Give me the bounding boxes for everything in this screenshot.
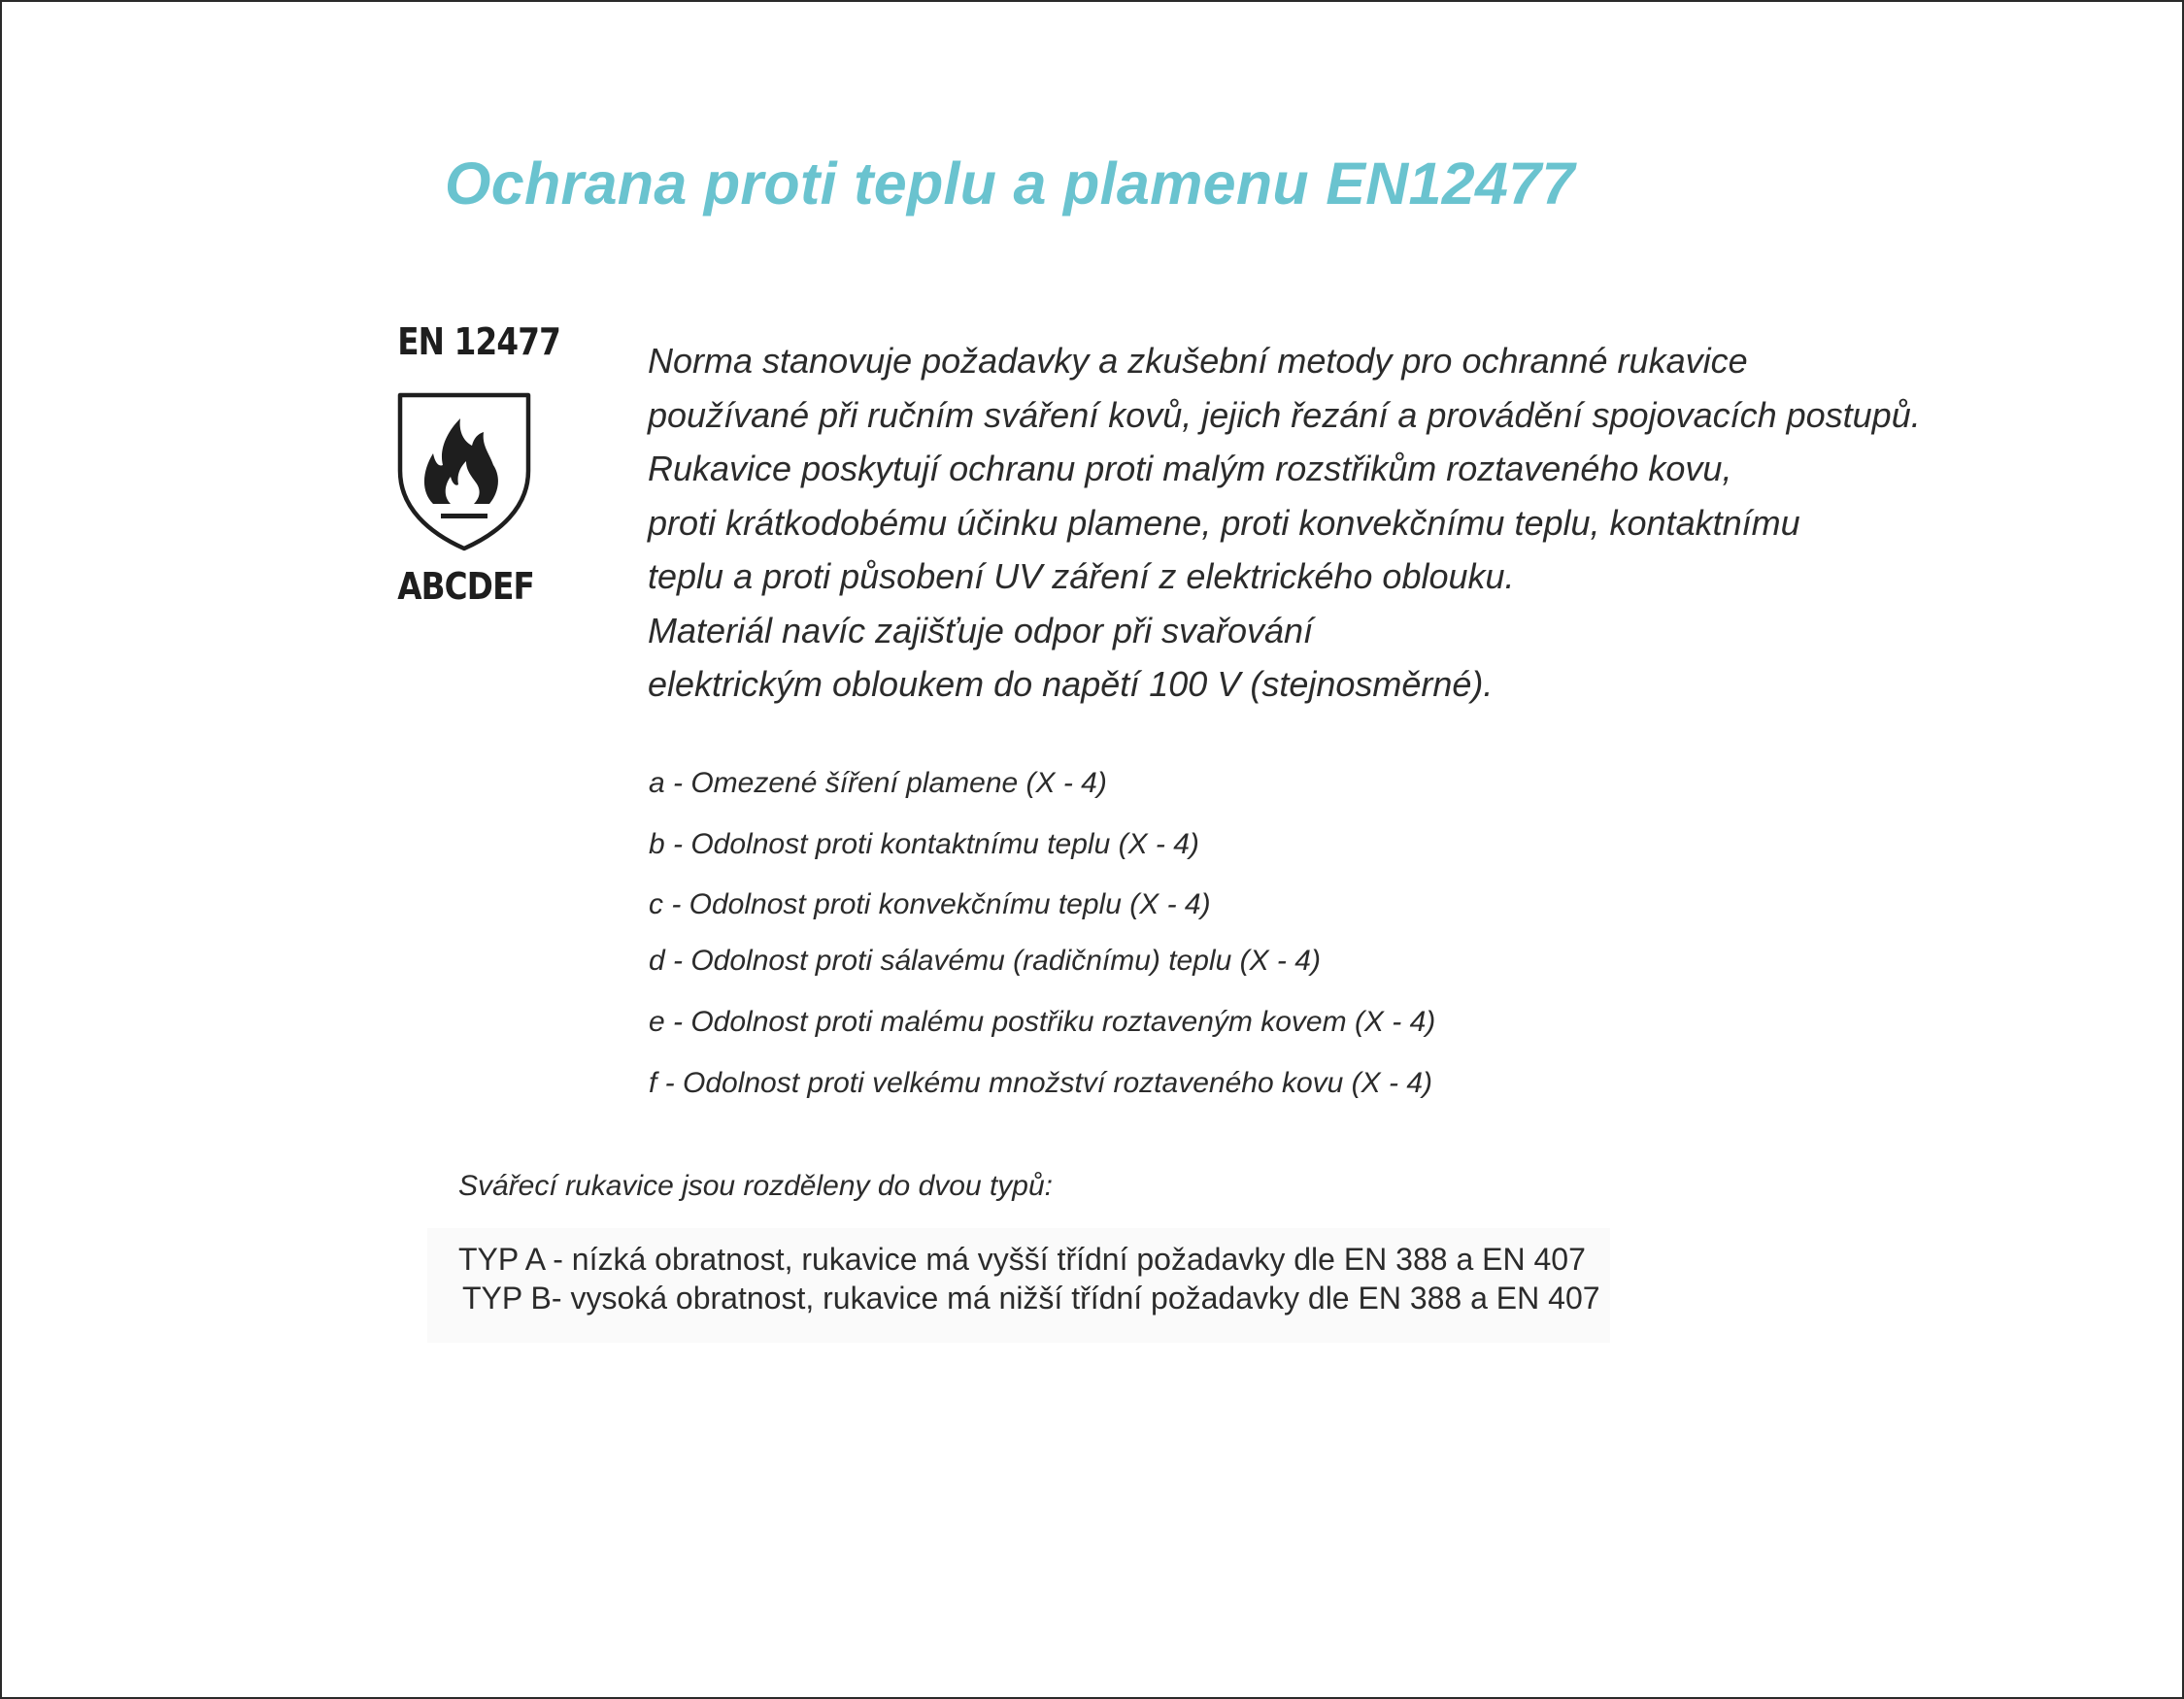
description-line: elektrickým obloukem do napětí 100 V (stejnosměrné).: [648, 664, 1494, 704]
page-title: Ochrana proti teplu a plamenu EN12477: [445, 150, 1575, 217]
description-line: používané při ručním sváření kovů, jejich řezání a provádění spojovacích postupů.: [648, 394, 1921, 435]
badge-levels-label: ABCDEF: [397, 565, 535, 608]
description-line: proti krátkodobému účinku plamene, proti konvekčnímu teplu, kontaktnímu: [648, 502, 1800, 543]
criterion-a: a - Omezené šíření plamene (X - 4): [649, 767, 1107, 799]
criterion-f: f - Odolnost proti velkému množství roztaveného kovu (X - 4): [649, 1067, 1432, 1099]
description-line: Rukavice poskytují ochranu proti malým rozstřikům roztaveného kovu,: [648, 449, 1732, 488]
badge-standard-label: EN 12477: [397, 320, 561, 363]
description-line: Materiál navíc zajišťuje odpor při svařování: [648, 610, 1314, 650]
glove-types-intro: Svářecí rukavice jsou rozděleny do dvou typů:: [458, 1170, 1053, 1202]
standard-description: [648, 334, 1921, 712]
flame-shield-icon: [394, 389, 534, 552]
description-line: teplu a proti působení UV záření z elektrického oblouku.: [648, 556, 1515, 596]
glove-types-box: [427, 1228, 1610, 1343]
criterion-c: c - Odolnost proti konvekčnímu teplu (X - 4): [649, 888, 1211, 920]
type-b-line: TYP B- vysoká obratnost, rukavice má nižší třídní požadavky dle EN 388 a EN 407: [462, 1281, 1600, 1316]
description-line: Norma stanovuje požadavky a zkušební metody pro ochranné rukavice: [648, 341, 1748, 381]
criterion-b: b - Odolnost proti kontaktnímu teplu (X - 4): [649, 828, 1199, 860]
type-a-line: TYP A - nízká obratnost, rukavice má vyšší třídní požadavky dle EN 388 a EN 407: [458, 1242, 1586, 1277]
criterion-e: e - Odolnost proti malému postřiku roztaveným kovem (X - 4): [649, 1006, 1436, 1038]
criterion-d: d - Odolnost proti sálavému (radičnímu) teplu (X - 4): [649, 945, 1321, 977]
en12477-badge: [386, 317, 561, 611]
